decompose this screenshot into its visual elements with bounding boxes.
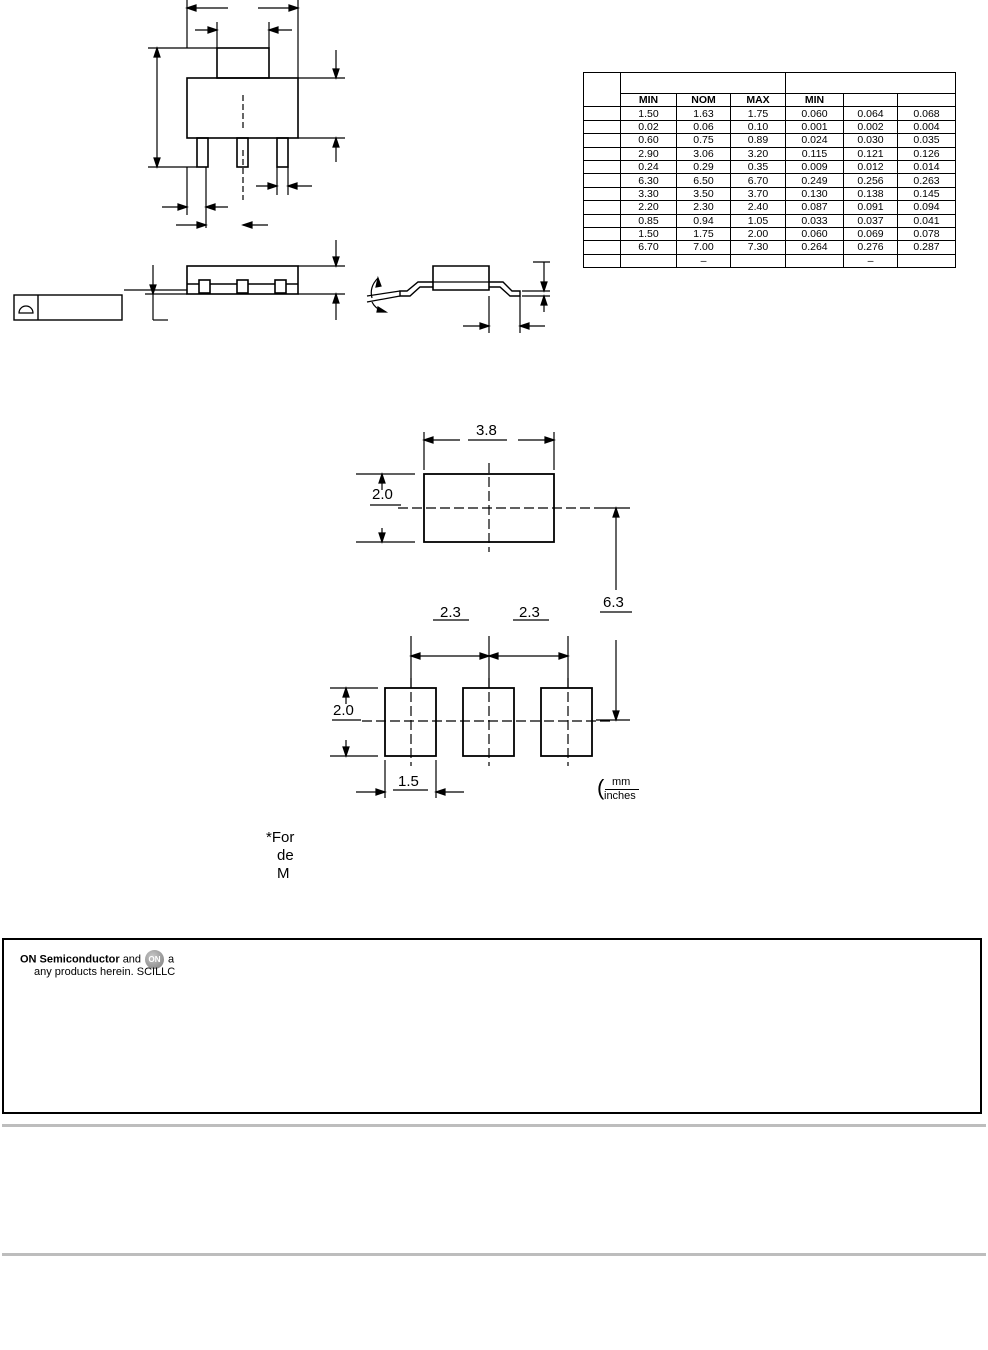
table-row bbox=[584, 254, 956, 267]
table-cell: 0.145 bbox=[898, 187, 956, 200]
table-cell: 6.70 bbox=[621, 241, 677, 254]
dimensions-table bbox=[583, 72, 956, 268]
lead-1 bbox=[197, 138, 208, 167]
table-cell: 0.033 bbox=[786, 214, 844, 227]
table-cell: 0.130 bbox=[786, 187, 844, 200]
lead-3 bbox=[277, 138, 288, 167]
table-cell: 0.06 bbox=[677, 120, 731, 133]
footnote-line-2: de bbox=[277, 847, 294, 864]
table-cell: 0.078 bbox=[898, 227, 956, 240]
table-cell: 1.50 bbox=[621, 107, 677, 120]
table-cell: 0.138 bbox=[844, 187, 898, 200]
table-cell: 0.002 bbox=[844, 120, 898, 133]
divider-bottom bbox=[2, 1253, 986, 1256]
table-cell: – bbox=[677, 254, 731, 267]
package-outline-drawing bbox=[0, 0, 570, 340]
table-cell: 0.85 bbox=[621, 214, 677, 227]
soldering-footprint-drawing bbox=[320, 420, 660, 810]
table-cell: 3.50 bbox=[677, 187, 731, 200]
disclaimer-line-2: any products herein. SCILLC bbox=[34, 966, 176, 978]
table-cell bbox=[584, 201, 621, 214]
table-cell: 6.30 bbox=[621, 174, 677, 187]
units-mm: mm bbox=[612, 776, 631, 788]
table-cell: 0.035 bbox=[898, 134, 956, 147]
table-cell: 2.90 bbox=[621, 147, 677, 160]
table-cell: 0.249 bbox=[786, 174, 844, 187]
table-cell bbox=[584, 227, 621, 240]
table-cell bbox=[584, 120, 621, 133]
table-cell: 0.115 bbox=[786, 147, 844, 160]
table-top-header bbox=[584, 73, 956, 94]
table-cell bbox=[731, 254, 786, 267]
divider-top bbox=[2, 1124, 986, 1127]
table-cell: 0.024 bbox=[786, 134, 844, 147]
table-col-min-mm: MIN bbox=[621, 94, 677, 107]
table-cell: 0.126 bbox=[898, 147, 956, 160]
table-cell: 0.094 bbox=[898, 201, 956, 214]
table-cell: 0.037 bbox=[844, 214, 898, 227]
table-cell: 0.091 bbox=[844, 201, 898, 214]
footprint-pad-3 bbox=[541, 688, 592, 756]
table-cell: 0.004 bbox=[898, 120, 956, 133]
table-row bbox=[584, 214, 956, 227]
table-col-max-in bbox=[898, 94, 956, 107]
dim-label-1.5: 1.5 bbox=[398, 773, 419, 790]
table-row bbox=[584, 201, 956, 214]
dim-label-pitch-1: 2.3 bbox=[440, 604, 461, 621]
table-cell: 3.30 bbox=[621, 187, 677, 200]
table-cell: 1.63 bbox=[677, 107, 731, 120]
table-cell: 0.009 bbox=[786, 160, 844, 173]
table-cell: 0.60 bbox=[621, 134, 677, 147]
table-cell: 2.00 bbox=[731, 227, 786, 240]
table-col-min-in: MIN bbox=[786, 94, 844, 107]
table-cell: 6.70 bbox=[731, 174, 786, 187]
table-cell: 0.060 bbox=[786, 227, 844, 240]
table-cell: 0.068 bbox=[898, 107, 956, 120]
table-cell: 0.10 bbox=[731, 120, 786, 133]
table-col-nom-mm: NOM bbox=[677, 94, 731, 107]
table-cell: 0.264 bbox=[786, 241, 844, 254]
table-header-millimeters bbox=[621, 73, 786, 94]
table-cell bbox=[584, 214, 621, 227]
on-semiconductor-logo: ON bbox=[145, 950, 164, 969]
table-cell: 1.75 bbox=[731, 107, 786, 120]
package-tab bbox=[217, 48, 269, 78]
table-cell: 0.069 bbox=[844, 227, 898, 240]
end-view-body bbox=[433, 266, 489, 290]
table-cell: 0.29 bbox=[677, 160, 731, 173]
table-cell: 0.02 bbox=[621, 120, 677, 133]
table-row bbox=[584, 107, 956, 120]
table-col-max-mm: MAX bbox=[731, 94, 786, 107]
table-cell bbox=[786, 254, 844, 267]
table-cell: 0.256 bbox=[844, 174, 898, 187]
table-cell: 0.060 bbox=[786, 107, 844, 120]
units-inches: inches bbox=[604, 790, 636, 802]
table-cell: 0.121 bbox=[844, 147, 898, 160]
disclaimer-and: and bbox=[122, 953, 142, 966]
table-cell: 0.35 bbox=[731, 160, 786, 173]
table-cell: 1.50 bbox=[621, 227, 677, 240]
brand-name: ON Semiconductor bbox=[20, 953, 120, 966]
table-cell bbox=[584, 241, 621, 254]
table-row bbox=[584, 227, 956, 240]
table-cell bbox=[621, 254, 677, 267]
table-cell: 3.70 bbox=[731, 187, 786, 200]
table-cell: 1.05 bbox=[731, 214, 786, 227]
table-cell bbox=[584, 107, 621, 120]
table-cell bbox=[584, 174, 621, 187]
table-cell: 0.75 bbox=[677, 134, 731, 147]
units-paren: ( bbox=[597, 775, 605, 800]
table-cell: 0.263 bbox=[898, 174, 956, 187]
table-cell bbox=[584, 160, 621, 173]
table-row bbox=[584, 147, 956, 160]
table-cell bbox=[898, 254, 956, 267]
footnote-line-1: *For bbox=[266, 829, 295, 846]
table-row bbox=[584, 241, 956, 254]
table-cell: 0.041 bbox=[898, 214, 956, 227]
table-cell: 2.40 bbox=[731, 201, 786, 214]
dim-label-3.8: 3.8 bbox=[476, 422, 497, 439]
table-cell bbox=[584, 187, 621, 200]
table-cell: 2.20 bbox=[621, 201, 677, 214]
dim-label-6.3: 6.3 bbox=[603, 594, 624, 611]
table-col-nom-in bbox=[844, 94, 898, 107]
table-cell: 0.94 bbox=[677, 214, 731, 227]
table-cell: 3.06 bbox=[677, 147, 731, 160]
dim-label-pitch-2: 2.3 bbox=[519, 604, 540, 621]
table-cell: – bbox=[844, 254, 898, 267]
table-cell: 0.001 bbox=[786, 120, 844, 133]
table-cell: 0.89 bbox=[731, 134, 786, 147]
table-cell: 6.50 bbox=[677, 174, 731, 187]
table-row bbox=[584, 120, 956, 133]
table-cell: 0.287 bbox=[898, 241, 956, 254]
table-cell: 0.014 bbox=[898, 160, 956, 173]
table-body bbox=[584, 107, 956, 268]
table-cell: 3.20 bbox=[731, 147, 786, 160]
table-cell: 0.030 bbox=[844, 134, 898, 147]
table-row bbox=[584, 134, 956, 147]
table-cell: 0.087 bbox=[786, 201, 844, 214]
table-cell: 7.30 bbox=[731, 241, 786, 254]
table-header-dim bbox=[584, 73, 621, 107]
table-row bbox=[584, 174, 956, 187]
table-cell: 1.75 bbox=[677, 227, 731, 240]
disclaimer-tail: a bbox=[168, 953, 175, 966]
table-cell: 0.064 bbox=[844, 107, 898, 120]
table-cell bbox=[584, 254, 621, 267]
footnote-line-3: M bbox=[277, 865, 290, 882]
table-cell: 0.276 bbox=[844, 241, 898, 254]
dim-label-2.0-bottom: 2.0 bbox=[333, 702, 354, 719]
table-row bbox=[584, 187, 956, 200]
table-cell bbox=[584, 147, 621, 160]
table-row bbox=[584, 160, 956, 173]
table-column-header bbox=[584, 94, 956, 107]
table-cell: 0.24 bbox=[621, 160, 677, 173]
table-cell: 0.012 bbox=[844, 160, 898, 173]
dim-label-2.0-top: 2.0 bbox=[372, 486, 393, 503]
table-cell: 7.00 bbox=[677, 241, 731, 254]
table-cell bbox=[584, 134, 621, 147]
table-cell: 2.30 bbox=[677, 201, 731, 214]
table-header-inches bbox=[786, 73, 956, 94]
disclaimer-box bbox=[2, 938, 982, 1114]
